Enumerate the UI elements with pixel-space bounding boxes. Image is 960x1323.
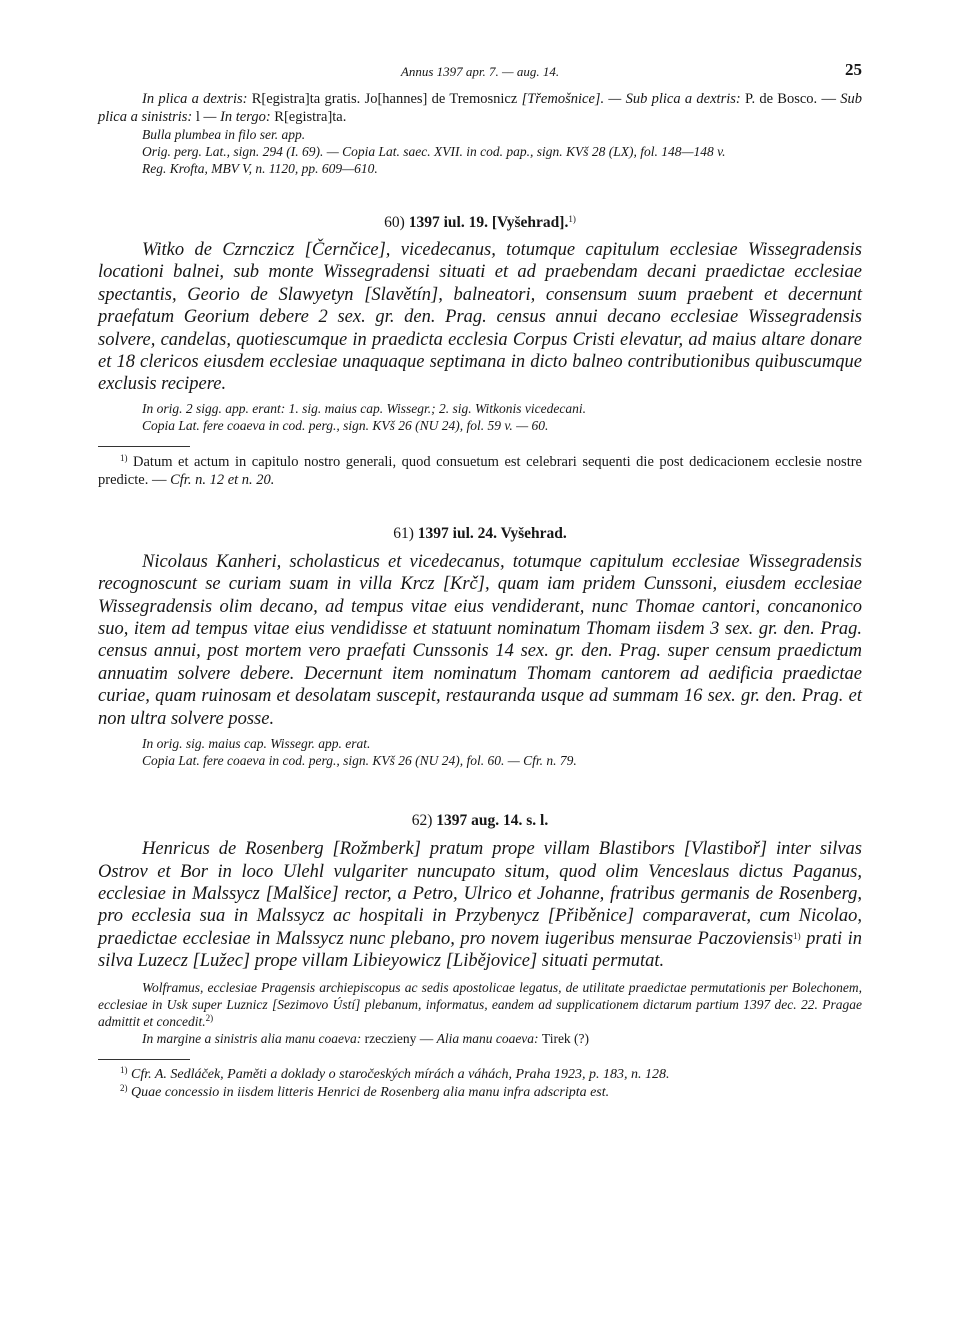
entry-date: 1397 iul. 19. [Vyšehrad]. bbox=[408, 214, 569, 231]
footnote-text: Cfr. A. Sedláček, Paměti a doklady o staročeských mírách a váhách, Praha 1923, p. 183, n. 128. bbox=[127, 1066, 670, 1082]
note-text: rzeczieny — bbox=[364, 1030, 437, 1046]
footnote-text: Datum et actum in capitulo nostro generali, quod consuetum est celebrari sequenti die post dedicacionem ecclesie nostre predicte. — bbox=[98, 453, 862, 488]
seal-note: In orig. sig. maius cap. Wissegr. app. erat. bbox=[142, 736, 371, 752]
note-label: Alia manu coaeva: bbox=[436, 1030, 542, 1046]
note-label: Sub plica a sinistris: bbox=[98, 91, 862, 125]
footnote-divider bbox=[98, 1059, 190, 1060]
entry-61 bbox=[98, 525, 862, 769]
note-label: In plica a dextris: bbox=[142, 91, 252, 107]
footnote bbox=[98, 453, 862, 489]
entry-date: 1397 iul. 24. Vyšehrad. bbox=[417, 524, 567, 542]
running-header bbox=[98, 60, 862, 90]
page bbox=[98, 60, 862, 1102]
footnote-ref: 1) bbox=[793, 930, 801, 941]
footnote bbox=[98, 1084, 862, 1102]
orig-note: Orig. perg. Lat., sign. 294 (I. 69). — Copia Lat. saec. XVII. in cod. pap., sign. KVš 28 (LX), fol. 148—148 v. bbox=[142, 144, 726, 159]
regest-part: Henricus de Rosenberg [Rožmberk] pratum prope villam Blastibors [Vlastiboř] inter silvas Ostrov et Bor in loco Ulehl vulgariter nuncupato situm, quod olim Venceslaus dictus Paganus, ecclesiae in Malssycz [Malšice] rector, a Petro, Ulrico et Johanne, fratribus germanis de Rosenberg, pro ecclesia sua in Malssycz ac hospitali in Przybenycz [Přiběnice] comparaverat, cum Nicolao, praedictae ecclesiae in Malssycz nunc plebano, pro novem iugeribus mensurae Paczoviensis bbox=[98, 839, 862, 949]
note-text: R[egistra]ta. bbox=[274, 109, 347, 125]
note-label: — In tergo: bbox=[203, 109, 275, 125]
copy-note: Copia Lat. fere coaeva in cod. perg., sign. KVš 26 (NU 24), fol. 60. — Cfr. n. 79. bbox=[142, 753, 577, 769]
reg-note: Reg. Krofta, MBV V, n. 1120, pp. 609—610. bbox=[142, 161, 378, 176]
regest-text: Nicolaus Kanheri, scholasticus et vicedecanus, totumque capitulum ecclesiae Wissegradensis recognoscunt se curiam suam in villa Krcz [Krč], quam iam pridem Cunssoni, eiusdem ecclesiae Wissegradensis olim decano, ad tempus vitae eius vendiderant, nunc Thomae cantori, concanonico suo, item ad tempus vitae eius vendidisse et statuunt nominatum Thomam iisdem 3 sex. gr. den. Prag. census annui, post mortem vero praefati Cunssonis 14 sex. gr. den. Prag. super censum praedictum annuatim solvere debere. Decernunt item nominatum Thomam cantorem ad aedificia praedictae curiae, quam ruinosam et desolatam suscepit, restauranda usque ad summam 16 sex. gr. den. Prag. et non ultra solvere posse. bbox=[98, 551, 862, 729]
plica-note bbox=[98, 90, 862, 126]
entry-heading bbox=[98, 525, 862, 543]
entry-heading bbox=[98, 812, 862, 830]
entry-heading bbox=[98, 214, 862, 232]
footnote-divider bbox=[98, 446, 190, 447]
footnote-ref: 2) bbox=[205, 1012, 214, 1023]
note-text: R[egistra]ta gratis. Jo[hannes] de Tremosnicz bbox=[251, 91, 522, 107]
note-text: Wolframus, ecclesiae Pragensis archiepiscopus ac sedis apostolicae legatus, de utilitate praedictae permutationis per Bolechonem, ecclesiae in Usk super Luznicz [Sezimovo Ústí] plebanum, informatus, eandem ad supplicationem dictarum partium 1397 dec. 22. Pragae admittit et concedit. bbox=[98, 979, 862, 1029]
entry-number: 62) bbox=[411, 812, 433, 830]
footnote-mark: 1) bbox=[120, 1064, 128, 1075]
note-text: P. de Bosco. — bbox=[744, 91, 841, 107]
bulla-note: Bulla plumbea in filo ser. app. bbox=[142, 127, 306, 142]
footnote-mark: 1) bbox=[120, 452, 128, 463]
note-text: l bbox=[195, 109, 204, 125]
note-label: [Třemošnice]. — Sub plica a dextris: bbox=[521, 91, 745, 107]
page-number: 25 bbox=[845, 60, 862, 79]
footnote-ref: 1) bbox=[568, 214, 576, 224]
copy-note: Copia Lat. fere coaeva in cod. perg., sign. KVš 26 (NU 24), fol. 59 v. — 60. bbox=[142, 417, 549, 433]
entry-date: 1397 aug. 14. s. l. bbox=[436, 812, 549, 830]
regest-text bbox=[98, 838, 862, 972]
entry-number: 61) bbox=[393, 524, 414, 542]
footnote-mark: 2) bbox=[120, 1082, 128, 1093]
regest-part: prati in silva Luzecz [Lužec] prope villam Libieyowicz [Libějovice] situati permutat. bbox=[98, 928, 862, 972]
note-label: In margine a sinistris alia manu coaeva: bbox=[142, 1030, 365, 1046]
seal-note: In orig. 2 sigg. app. erant: 1. sig. maius cap. Wissegr.; 2. sig. Witkonis vicedecani. bbox=[142, 400, 586, 416]
footnote bbox=[98, 1066, 862, 1084]
confirmation-note bbox=[98, 979, 862, 1030]
margin-note bbox=[98, 1030, 862, 1047]
entry-60 bbox=[98, 214, 862, 489]
regest-text: Witko de Czrnczicz [Černčice], vicedecanus, totumque capitulum ecclesiae Wissegradensis locationi balnei, sub monte Wissegradensi situati et ad praebendam decani praedictae ecclesiae spectantis, Georio de Slawyetyn [Slavětín], balneatori, consensum suum praebent et decernunt praefatum Georium debere 2 sex. gr. den. Prag. census annui decano ecclesiae Wissegradensis solvere, candelas, quotiescumque in praedicta ecclesia Corpus Cristi elevatur, ad maius altare donare et 18 clericos eiusdem ecclesiae unaquaque septimana in dicto balneo contributionibus quibuscumque exclusis recipere. bbox=[98, 240, 862, 395]
previous-entry-notes bbox=[98, 90, 862, 177]
footnote-text: Cfr. n. 12 et n. 20. bbox=[170, 471, 275, 488]
note-text: Tirek (?) bbox=[541, 1030, 590, 1046]
footnote-text: Quae concessio in iisdem litteris Henrici de Rosenberg alia manu infra adscripta est. bbox=[127, 1084, 610, 1100]
entry-number: 60) bbox=[384, 214, 405, 231]
entry-62 bbox=[98, 812, 862, 1101]
running-title: Annus 1397 apr. 7. — aug. 14. bbox=[400, 64, 560, 79]
